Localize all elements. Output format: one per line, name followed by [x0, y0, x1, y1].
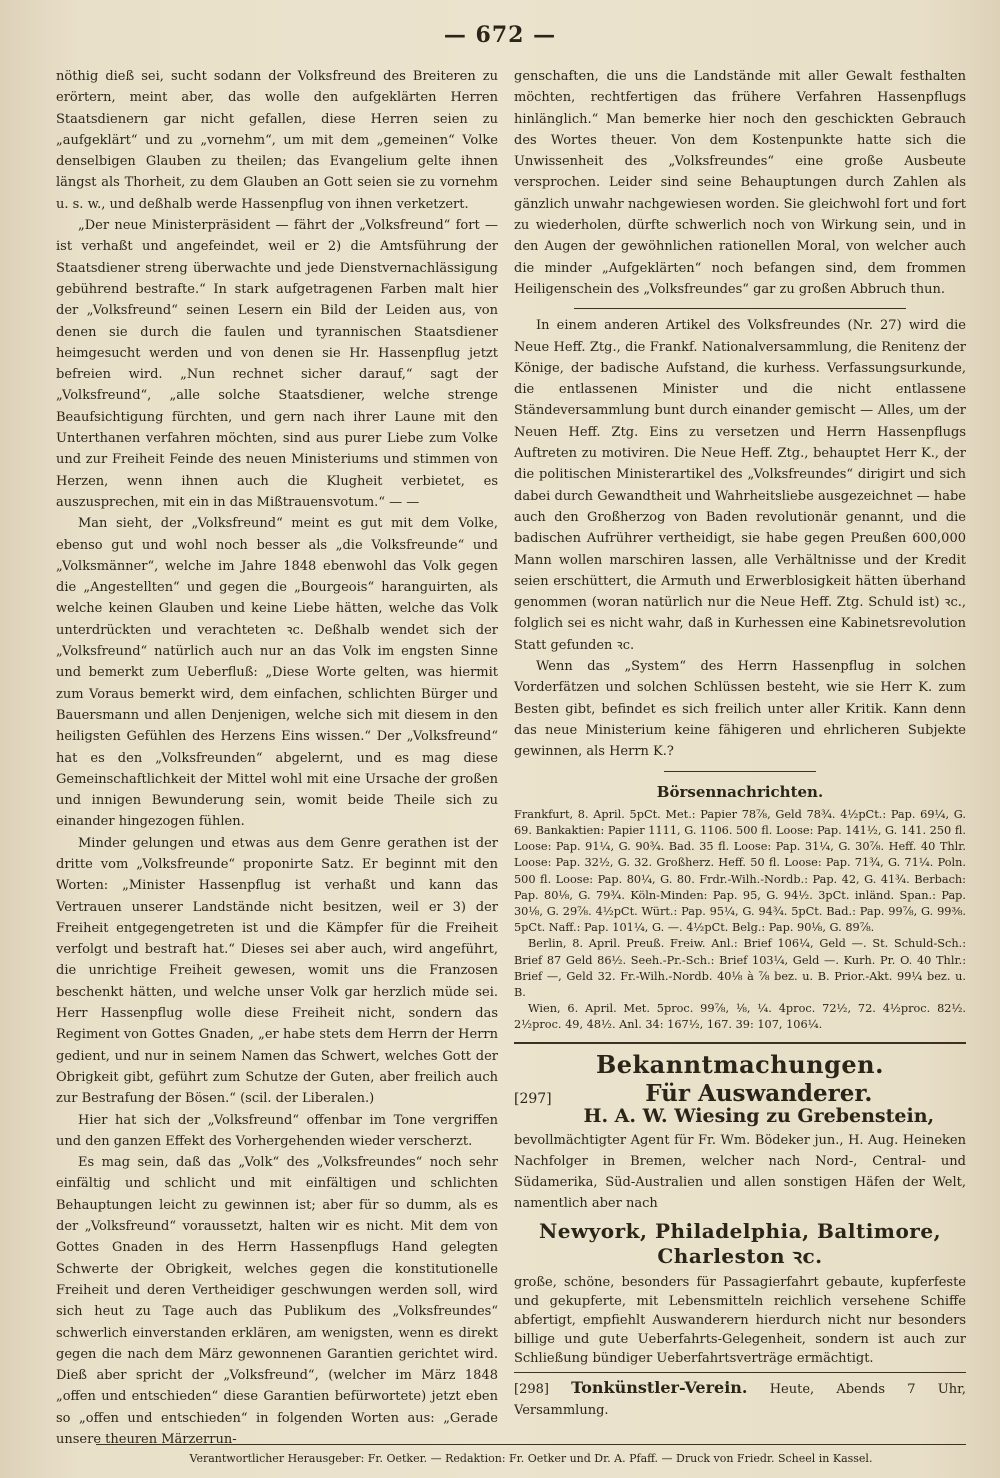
paragraph: Hier hat sich der „Volksfreund“ offenbar im Tone vergriffen und den ganzen Effekt des Vorhergehenden wieder verscherzt.: [56, 1112, 498, 1149]
paragraph: genschaften, die uns die Landstände mit aller Gewalt festhalten möchten, rechtfertigen das frühere Verfahren Hassenpflugs hinlänglich.“ Man bemerke hier noch den geschickten Gebrauch des Wortes theuer. Von dem Kostenpunkte hatte sich die Unwissenheit des „Volksfreundes“ eine große Ausbeute versprochen. Leider sind seine Behauptungen durch Zahlen als gänzlich unwahr nachgewiesen worden. Sie gleichwohl fort und fort zu wiederholen, dürfte schwerlich noch von Wirkung sein, und in den Augen der gewöhnlichen rationellen Moral, von welcher auch die minder „Aufgeklärten“ noch befangen sind, dem frommen Heiligenschein des „Volksfreundes“ gar zu großen Abbruch thun.: [514, 69, 966, 297]
boersen-frankfurt: Frankfurt, 8. April. 5pCt. Met.: Papier 78⅞, Geld 78¾. 4½pCt.: Pap. 69¼, G. 69. Bankaktien: Papier 1111, G. 1106. 500 fl. Loose: Pap. 141½, G. 141. 250 fl. Loose: Pap. 91¼, G. 90¾. Bad. 35 fl. Loose: Pap. 31¼, G. 30⅞. Heff. 40 Thlr. Loose: Pap. 32½, G. 32. Großherz. Heff. 50 fl. Loose: Pap. 71¾, G. 71¼. Poln. 500 fl. Loose: Pap. 80¼, G. 80. Frdr.-Wilh.-Nordb.: Pap. 42, G. 41¾. Berbach: Pap. 80⅛, G. 79¾. Köln-Minden: Pap. 95, G. 94½. 3pCt. inländ. Span.: Pap. 30⅛, G. 29⅞. 4½pCt. Würt.: Pap. 95¼, G. 94¾. 5pCt. Bad.: Pap. 99⅞, G. 99⅜. 5pCt. Naff.: Pap. 101¼, G. —. 4½pCt. Belg.: Pap. 90⅛, G. 89⅞.: [514, 807, 966, 935]
paragraph: nöthig dieß sei, sucht sodann der Volksfreund des Breiteren zu erörtern, meint aber, das wolle den aufgeklärten Herren Staatsdienern gar nicht gefallen, diese Herren seien zu „aufgeklärt“ und zu „vornehm“, um mit dem „gemeinen“ Volke denselbigen Glauben zu theilen; das Evangelium gelte ihnen längst als Thorheit, zu dem Glauben an Gott seien sie zu vornehm u. s. w., und deßhalb werde Hassenpflug von ihnen verketzert.: [56, 69, 498, 212]
paragraph: „Der neue Ministerpräsident — fährt der „Volksfreund“ fort — ist verhaßt und angefeindet, weil er 2) die Amtsführung der Staatsdiener streng überwachte und jede Dienstvernachlässigung gebührend bestrafte.“ In stark aufgetragenen Farben malt hier der „Volksfreund“ seinen Lesern ein Bild der Leiden aus, von denen sie durch die faulen und tyrannischen Staatsdiener heimgesucht werden und von denen sie Hr. Hassenpflug jetzt befreien wird. „Nun rechnet sicher darauf,“ sagt der „Volksfreund“, „alle solche Staatsdiener, welche strenge Beaufsichtigung fürchten, und gern nach ihrer Laune mit den Unterthanen verfahren möchten, sind aus purer Liebe zum Volke und zur Freiheit Feinde des neuen Ministeriums und stimmen von Herzen, wenn ihnen auch die Klugheit verbietet, es auszusprechen, mit ein in das Mißtrauensvotum.“ — —: [56, 218, 498, 510]
boersen-berlin: Berlin, 8. April. Preuß. Freiw. Anl.: Brief 106¼, Geld —. St. Schuld-Sch.: Brief 87 Geld 86½. Seeh.-Pr.-Sch.: Brief 103¼, Geld —. Kurh. Pr. O. 40 Thlr.: Brief —, Geld 32. Fr.-Wilh.-Nordb. 40⅛ à ⅞ bez. u. B. Prior.-Akt. 99¼ bez. u. B.: [514, 937, 966, 1000]
announcements-heading: Bekanntmachungen.: [596, 1049, 884, 1079]
ad-297-cities: Newyork, Philadelphia, Baltimore, Charleston ꝛc.: [538, 1218, 942, 1268]
paragraph: Es mag sein, daß das „Volk“ des „Volksfreundes“ noch sehr einfältig und schlicht und mit einfältigen und schlichten Behauptungen leicht zu gewinnen ist; aber für so dumm, als es der „Volksfreund“ voraussetzt, halten wir es nicht. Mit dem von Gottes Gnaden in des Herrn Hassenpflugs Hand gelegten Schwerte der Obrigkeit, welches gegen die konstitutionelle Freiheit und deren Vertheidiger geschwungen werden soll, wird sich heut zu Tage auch das Publikum des „Volksfreundes“ schwerlich einverstanden erklären, am wenigsten, wenn es direkt gegen die nach dem März gewonnenen Garantien gerichtet wird. Dieß aber spricht der „Volksfreund“, (welcher im März 1848 „offen und entschieden“ diese Garantien befürwortete) jetzt eben so „offen und entschieden“ in folgenden Worten aus: „Gerade unsere theuren Märzerrun-: [56, 1155, 498, 1447]
ad-298-number: [298]: [514, 1381, 549, 1397]
boersen-block: [514, 807, 966, 1034]
section-divider: [574, 308, 906, 309]
ad-298: [514, 1377, 966, 1422]
ad-297-number: [297]: [514, 1090, 552, 1107]
boersen-heading: Börsennachrichten.: [656, 782, 824, 801]
ad-297-body-2: große, schöne, besonders für Passagierfahrt gebaute, kupferfeste und gekupferte, mit Lebensmitteln reichlich versehene Schiffe abfertigt, empfiehlt Auswanderern hierdurch nicht nur besonders billige und gute Ueberfahrts-Gelegenheit, sondern ist auch zur Schließung bündiger Ueberfahrtsverträge ermächtigt.: [514, 1274, 966, 1366]
ad-297-agent: H. A. W. Wiesing zu Grebenstein,: [583, 1105, 935, 1128]
ad-297-title-row: [514, 1079, 966, 1107]
ad-298-title: Tonkünstler-Verein.: [571, 1377, 748, 1397]
section-divider: [514, 1042, 966, 1044]
paragraph: Minder gelungen und etwas aus dem Genre gerathen ist der dritte vom „Volksfreunde“ proponirte Satz. Er beginnt mit den Worten: „Minister Hassenpflug ist verhaßt und kann das Vertrauen unserer Landstände nicht besitzen, weil er 3) der Freiheit entgegengetreten ist und die Kämpfer für die Freiheit verfolgt und bestraft hat.“ Dieses sei aber auch, wird angeführt, die unrichtige Freiheit gewesen, womit uns die Franzosen beschenkt hätten, und welche unser Volk gar herzlich müde sei. Herr Hassenpflug wolle diese Freiheit nicht, sondern das Regiment von Gottes Gnaden, „er habe stets dem Herrn der Herrn gedient, und nur in seinem Namen das Schwert, welches Gott der Obrigkeit gibt, geführt zum Schutze der Guten, aber freilich auch zur Bestrafung der Bösen.“ (scil. der Liberalen.): [56, 835, 498, 1107]
section-divider: [664, 771, 816, 772]
boersen-wien: Wien, 6. April. Met. 5proc. 99⅞, ⅛, ¼. 4proc. 72½, 72. 4½proc. 82½. 2½proc. 49, 48½. Anl. 34: 167½, 167. 39: 107, 106¼.: [514, 1002, 966, 1032]
page-number: — 672 —: [443, 22, 557, 48]
paragraph: In einem anderen Artikel des Volksfreundes (Nr. 27) wird die Neue Heff. Ztg., die Frankf. Nationalversammlung, die Renitenz der Könige, der badische Aufstand, die kurhess. Verfassungsurkunde, die entlassenen Minister und die nicht entlassene Ständeversammlung bunt durch einander gemischt — Alles, um der Neuen Heff. Ztg. Eins zu versetzen und Herrn Hassenpflugs Auftreten zu motiviren. Die Neue Heff. Ztg., behauptet Herr K., der die politischen Ministerartikel des „Volksfreundes“ dirigirt und sich dabei durch Gewandtheit und Wahrheitsliebe ausgezeichnet — habe auch den Großherzog von Baden revolutionär genannt, und die badischen Aufrührer vertheidigt, sie habe gegen Preußen 600,000 Mann wollen marschiren lassen, alle Verhältnisse und der Kredit seien erschüttert, die Armuth und Erwerblosigkeit hätten überhand genommen (woran natürlich nur die Neue Heff. Ztg. Schuld ist) ꝛc., folglich sei es nicht wahr, daß in Kurhessen eine Kabinetsrevolution Statt gefunden ꝛc.: [514, 318, 966, 653]
footer-imprint: Verantwortlicher Herausgeber: Fr. Oetker. — Redaktion: Fr. Oetker und Dr. A. Pfaff. — Druck von Friedr. Scheel in Kassel.: [189, 1452, 873, 1465]
ad-297-title: Für Auswanderer.: [645, 1079, 873, 1107]
ad-divider: [514, 1372, 966, 1373]
ad-298-text: Heute, Abends 7 Uhr, Versammlung.: [514, 1381, 967, 1419]
right-column: [514, 66, 966, 1421]
ad-297: [514, 1079, 966, 1368]
footer-rule: [96, 1444, 966, 1445]
paragraph: Wenn das „System“ des Herrn Hassenpflug in solchen Vorderfätzen und solchen Schlüssen besteht, wie sie Herr K. zum Besten gibt, befindet es sich freilich unter aller Kritik. Kann denn das neue Ministerium keine fähigeren und ehrlicheren Subjekte gewinnen, als Herrn K.?: [514, 659, 966, 760]
left-column: [56, 66, 498, 1450]
ad-297-body-1: bevollmächtigter Agent für Fr. Wm. Bödeker jun., H. Aug. Heineken Nachfolger in Bremen, welcher nach Nord-, Central- und Südamerika, Süd-Australien und allen sonstigen Häfen der Welt, namentlich aber nach: [514, 1132, 966, 1212]
paragraph: Man sieht, der „Volksfreund“ meint es gut mit dem Volke, ebenso gut und wohl noch besser als „die Volksfreunde“ und „Volksmänner“, welche im Jahre 1848 ebenwohl das Volk gegen die „Angestellten“ und gegen die „Bourgeois“ haranguirten, als welche keinen Glauben und keine Liebe hätten, welche das Volk unterdrückten und verachteten ꝛc. Deßhalb wendet sich der „Volksfreund“ natürlich auch nur an das Volk im engsten Sinne und bemerkt zum Ueberfluß: „Diese Worte gelten, was hiermit zum Voraus bemerkt wird, dem einfachen, schlichten Bürger und Bauersmann und allen Denjenigen, welche sich mit diesem in den heiligsten Gefühlen des Herzens Eins wissen.“ Der „Volksfreund“ hat es den „Volksfreunden“ abgelernt, und es mag diese Gemeinschaftlichkeit der Mittel wohl mit eine Ursache der großen und innigen Bewunderung sein, womit beide Theile sich zu einander hingezogen fühlen.: [56, 516, 498, 830]
